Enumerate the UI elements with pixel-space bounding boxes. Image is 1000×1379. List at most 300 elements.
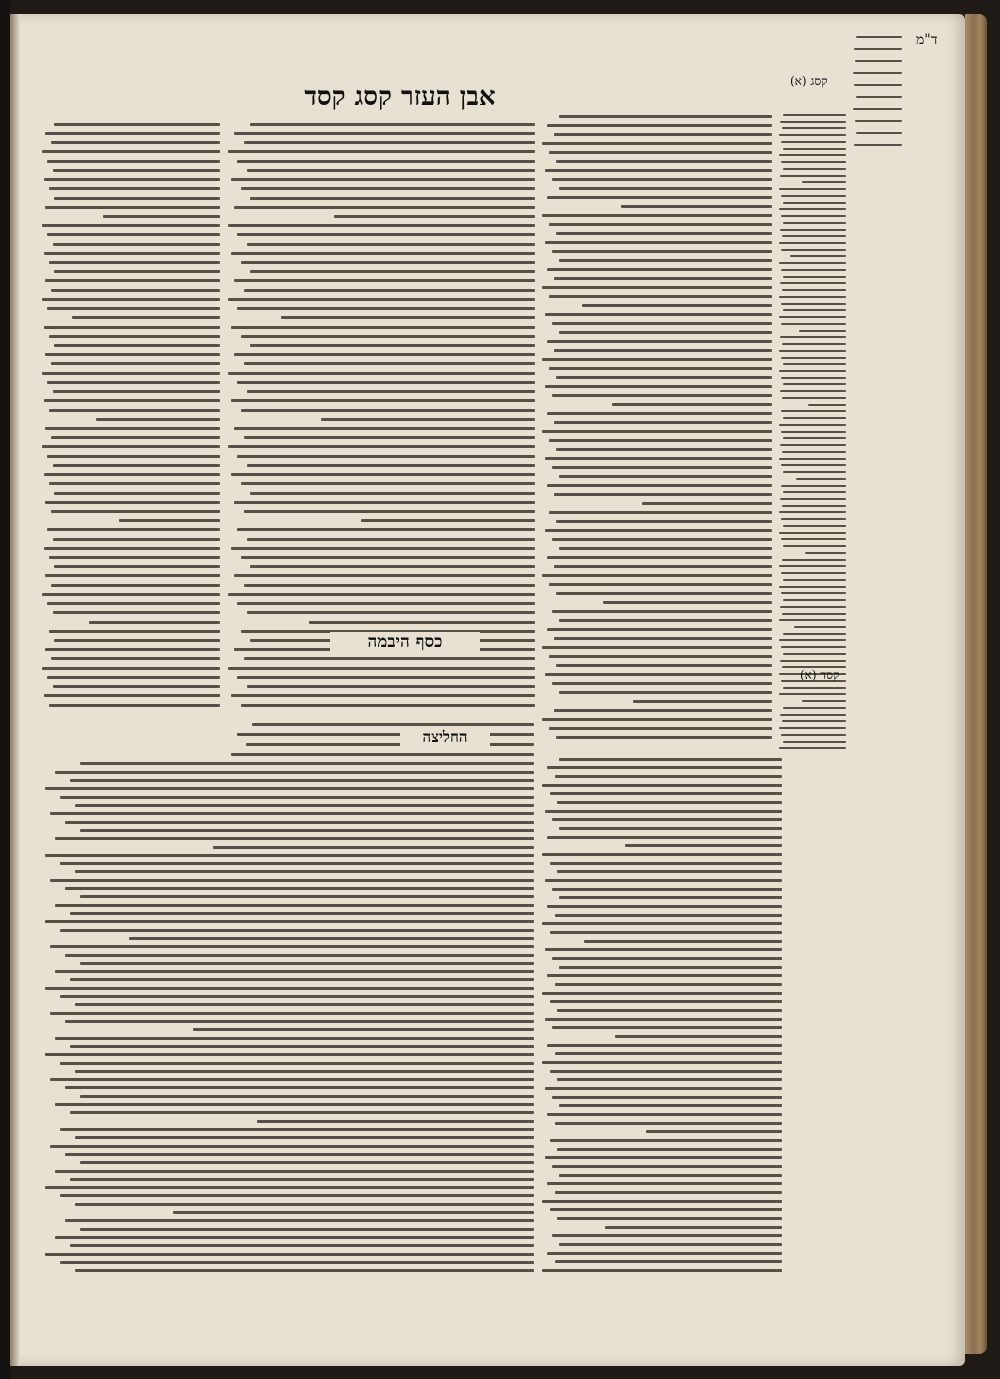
text-line xyxy=(782,127,846,129)
text-line xyxy=(779,208,846,210)
text-line xyxy=(234,353,535,356)
text-line xyxy=(241,704,536,707)
text-line xyxy=(75,1269,534,1272)
text-line xyxy=(559,547,772,550)
text-line xyxy=(783,202,846,204)
text-line xyxy=(244,436,535,439)
text-line xyxy=(44,178,220,181)
text-line xyxy=(802,181,846,183)
text-line xyxy=(49,187,220,190)
text-line xyxy=(547,124,772,127)
text-line xyxy=(55,970,534,973)
text-line xyxy=(779,424,846,426)
text-line xyxy=(228,593,535,596)
text-line xyxy=(228,372,535,375)
text-line xyxy=(49,482,220,485)
text-line xyxy=(856,132,902,134)
text-line xyxy=(549,727,772,730)
text-line xyxy=(554,709,772,712)
text-line xyxy=(45,574,220,577)
text-line xyxy=(802,700,846,702)
text-line xyxy=(779,532,846,534)
text-line xyxy=(783,417,846,419)
text-line xyxy=(783,276,846,278)
text-line xyxy=(234,206,535,209)
text-line xyxy=(45,920,534,923)
text-line xyxy=(805,552,846,554)
text-line xyxy=(799,330,846,332)
text-lines xyxy=(540,755,782,1275)
text-line xyxy=(556,232,772,235)
text-line xyxy=(554,637,772,640)
text-line xyxy=(554,565,772,568)
text-line xyxy=(231,399,535,402)
text-line xyxy=(75,1136,534,1139)
text-line xyxy=(542,1269,782,1272)
text-line xyxy=(55,771,534,774)
text-line xyxy=(80,895,534,898)
text-line xyxy=(334,215,536,218)
text-line xyxy=(309,621,535,624)
text-line xyxy=(547,1044,782,1047)
text-line xyxy=(646,1130,782,1133)
text-line xyxy=(783,633,846,635)
text-line xyxy=(779,586,846,588)
text-line xyxy=(556,520,772,523)
text-line xyxy=(779,370,846,372)
text-line xyxy=(119,519,220,522)
text-line xyxy=(234,501,535,504)
text-line xyxy=(545,457,772,460)
text-line xyxy=(552,818,782,821)
text-line xyxy=(247,464,535,467)
text-line xyxy=(779,134,846,136)
text-line xyxy=(65,1086,534,1089)
text-line xyxy=(779,619,846,621)
text-line xyxy=(47,528,220,531)
text-line xyxy=(779,565,846,567)
text-line xyxy=(779,296,846,298)
text-line xyxy=(779,747,846,749)
scan-background-left xyxy=(0,0,10,1379)
text-line xyxy=(89,621,220,624)
text-line xyxy=(552,394,772,397)
text-line xyxy=(542,784,782,787)
text-line xyxy=(554,277,772,280)
text-line xyxy=(545,1156,782,1159)
text-line xyxy=(70,1111,534,1114)
text-line xyxy=(54,565,220,568)
text-line xyxy=(781,377,846,379)
text-line xyxy=(45,353,220,356)
text-line xyxy=(547,268,772,271)
text-line xyxy=(549,223,772,226)
text-line xyxy=(782,559,846,561)
text-line xyxy=(547,974,782,977)
text-line xyxy=(783,471,846,473)
text-line xyxy=(550,931,782,934)
section-heading-kesef: כסף היבמה xyxy=(330,632,480,652)
text-line xyxy=(547,412,772,415)
text-line xyxy=(237,307,535,310)
text-line xyxy=(241,261,536,264)
text-line xyxy=(55,1103,534,1106)
text-line xyxy=(552,957,782,960)
text-line xyxy=(96,418,220,421)
text-line xyxy=(545,169,772,172)
text-line xyxy=(54,639,220,642)
text-line xyxy=(241,556,536,559)
text-line xyxy=(603,601,772,604)
text-line xyxy=(783,599,846,601)
text-line xyxy=(780,444,846,446)
text-line xyxy=(234,574,535,577)
text-line xyxy=(44,326,220,329)
text-line xyxy=(781,161,846,163)
text-line xyxy=(247,169,535,172)
text-line xyxy=(781,195,846,197)
text-line xyxy=(781,215,846,217)
text-line xyxy=(50,1145,534,1148)
text-line xyxy=(547,1182,782,1185)
text-line xyxy=(557,1009,782,1012)
text-line xyxy=(554,349,772,352)
text-line xyxy=(42,667,220,670)
text-line xyxy=(545,673,772,676)
text-line xyxy=(584,940,782,943)
text-line xyxy=(237,233,535,236)
text-line xyxy=(783,148,846,150)
text-line xyxy=(65,821,534,824)
text-line xyxy=(246,743,534,746)
text-line xyxy=(782,720,846,722)
text-line xyxy=(855,60,902,62)
text-line xyxy=(780,606,846,608)
text-line xyxy=(50,1078,534,1081)
text-line xyxy=(555,983,782,986)
text-line xyxy=(50,879,534,882)
text-line xyxy=(780,282,846,284)
text-line xyxy=(554,133,772,136)
text-line xyxy=(559,966,782,969)
text-line xyxy=(552,322,772,325)
text-line xyxy=(237,455,535,458)
text-line xyxy=(550,792,782,795)
text-line xyxy=(783,491,846,493)
text-line xyxy=(556,448,772,451)
text-line xyxy=(605,1226,782,1229)
text-line xyxy=(550,1139,782,1142)
text-line xyxy=(228,445,535,448)
text-line xyxy=(547,836,782,839)
text-line xyxy=(237,528,535,531)
text-line xyxy=(50,945,534,948)
text-line xyxy=(547,905,782,908)
text-line xyxy=(42,593,220,596)
text-line xyxy=(250,492,535,495)
text-line xyxy=(247,611,535,614)
text-line xyxy=(234,132,535,135)
text-line xyxy=(231,694,535,697)
margin-column-lower xyxy=(852,32,902,152)
running-head: אבן העזר קסג קסד xyxy=(304,82,496,112)
text-line xyxy=(49,409,220,412)
text-line xyxy=(621,205,772,208)
text-line xyxy=(193,1028,534,1031)
text-line xyxy=(244,657,535,660)
text-line xyxy=(780,660,846,662)
text-line xyxy=(808,404,846,406)
text-line xyxy=(53,390,220,393)
text-line xyxy=(557,1078,782,1081)
text-line xyxy=(856,96,903,98)
text-line xyxy=(228,667,535,670)
text-line xyxy=(250,197,535,200)
text-line xyxy=(554,493,772,496)
text-line xyxy=(129,937,534,940)
text-line xyxy=(51,657,220,660)
text-line xyxy=(51,289,220,292)
text-line xyxy=(855,120,903,122)
text-line xyxy=(244,362,535,365)
text-line xyxy=(53,538,220,541)
text-line xyxy=(247,538,535,541)
text-line xyxy=(555,1260,782,1263)
text-line xyxy=(49,704,220,707)
text-line xyxy=(55,837,534,840)
text-line xyxy=(547,556,772,559)
text-line xyxy=(556,592,772,595)
text-line xyxy=(47,233,220,236)
text-line xyxy=(779,639,846,641)
text-line xyxy=(781,410,846,412)
text-line xyxy=(60,995,534,998)
text-line xyxy=(780,390,846,392)
text-line xyxy=(779,727,846,729)
text-line xyxy=(75,804,534,807)
text-line xyxy=(779,242,846,244)
text-line xyxy=(781,464,846,466)
text-line xyxy=(542,646,772,649)
text-line xyxy=(44,547,220,550)
text-line xyxy=(545,313,772,316)
text-line xyxy=(49,556,220,559)
text-line xyxy=(779,154,846,156)
text-line xyxy=(779,458,846,460)
text-line xyxy=(559,896,782,899)
text-line xyxy=(45,1053,534,1056)
text-line xyxy=(45,648,220,651)
text-line xyxy=(60,1194,534,1197)
text-line xyxy=(854,48,903,50)
text-line xyxy=(559,619,772,622)
text-line xyxy=(80,1161,534,1164)
text-line xyxy=(550,862,782,865)
text-line xyxy=(51,362,220,365)
left-commentary-column xyxy=(40,120,220,710)
text-line xyxy=(556,376,772,379)
text-line xyxy=(545,810,782,813)
text-line xyxy=(559,827,782,830)
text-line xyxy=(557,1148,782,1151)
text-line xyxy=(625,844,782,847)
text-line xyxy=(250,565,535,568)
text-line xyxy=(549,151,772,154)
text-line xyxy=(53,611,220,614)
text-line xyxy=(781,485,846,487)
text-line xyxy=(244,141,535,144)
text-line xyxy=(45,1253,534,1256)
text-line xyxy=(42,224,220,227)
text-lines xyxy=(40,760,534,1275)
text-line xyxy=(549,439,772,442)
text-line xyxy=(557,1217,782,1220)
text-line xyxy=(555,1122,782,1125)
text-line xyxy=(250,123,535,126)
text-line xyxy=(552,1096,782,1099)
text-line xyxy=(559,1243,782,1246)
text-line xyxy=(60,929,534,932)
text-line xyxy=(552,178,772,181)
text-line xyxy=(783,579,846,581)
text-line xyxy=(54,344,220,347)
text-line xyxy=(60,796,534,799)
text-line xyxy=(237,676,535,679)
text-line xyxy=(557,870,782,873)
text-line xyxy=(782,343,846,345)
text-line xyxy=(241,409,536,412)
text-line xyxy=(60,1062,534,1065)
text-line xyxy=(547,766,782,769)
margin-label-keseg: קסג (א) xyxy=(790,74,828,88)
text-line xyxy=(45,427,220,430)
section-heading-chalitza: החליצה xyxy=(400,728,490,747)
text-line xyxy=(780,714,846,716)
text-line xyxy=(559,475,772,478)
text-line xyxy=(779,511,846,513)
text-line xyxy=(557,801,782,804)
text-line xyxy=(547,196,772,199)
text-line xyxy=(780,229,846,231)
text-line xyxy=(545,241,772,244)
text-line xyxy=(70,978,534,981)
text-line xyxy=(545,879,782,882)
text-line xyxy=(70,1045,534,1048)
text-line xyxy=(542,853,782,856)
text-line xyxy=(45,987,534,990)
text-line xyxy=(782,613,846,615)
text-line xyxy=(44,473,220,476)
text-line xyxy=(72,316,220,319)
text-line xyxy=(55,1037,534,1040)
text-line xyxy=(559,331,772,334)
text-line xyxy=(783,363,846,365)
text-line xyxy=(75,1070,534,1073)
text-line xyxy=(542,574,772,577)
text-line xyxy=(781,538,846,540)
text-line xyxy=(552,1026,782,1029)
text-line xyxy=(783,168,846,170)
text-line xyxy=(545,385,772,388)
text-line xyxy=(44,399,220,402)
text-line xyxy=(549,367,772,370)
text-line xyxy=(80,1228,534,1231)
text-line xyxy=(779,188,846,190)
text-line xyxy=(60,1128,534,1131)
text-line xyxy=(70,1244,534,1247)
text-line xyxy=(552,466,772,469)
text-line xyxy=(556,736,772,739)
text-line xyxy=(45,132,220,135)
text-line xyxy=(783,741,846,743)
text-line xyxy=(854,144,903,146)
text-line xyxy=(241,335,536,338)
text-line xyxy=(545,1018,782,1021)
text-line xyxy=(779,693,846,695)
text-line xyxy=(642,502,772,505)
text-line xyxy=(559,187,772,190)
text-line xyxy=(615,1035,782,1038)
text-line xyxy=(781,734,846,736)
text-line xyxy=(55,1236,534,1239)
text-line xyxy=(559,758,782,761)
text-line xyxy=(783,309,846,311)
text-lines xyxy=(540,112,772,742)
text-line xyxy=(228,150,535,153)
page-number: ד"מ xyxy=(916,32,938,48)
text-line xyxy=(241,187,536,190)
text-lines xyxy=(225,120,535,710)
text-line xyxy=(552,888,782,891)
text-line xyxy=(790,255,846,257)
text-line xyxy=(231,753,534,756)
text-line xyxy=(42,150,220,153)
text-line xyxy=(556,664,772,667)
text-line xyxy=(47,602,220,605)
text-line xyxy=(781,269,846,271)
text-line xyxy=(80,762,534,765)
text-line xyxy=(42,445,220,448)
text-line xyxy=(781,141,846,143)
margin-label-kesad: קסד (א) xyxy=(800,668,840,682)
text-line xyxy=(780,175,846,177)
text-line xyxy=(612,403,772,406)
text-line xyxy=(45,206,220,209)
text-line xyxy=(781,572,846,574)
text-line xyxy=(247,685,535,688)
right-main-column xyxy=(540,112,772,742)
text-line xyxy=(559,1104,782,1107)
text-line xyxy=(103,215,220,218)
text-line xyxy=(633,700,772,703)
text-line xyxy=(231,473,535,476)
text-line xyxy=(783,525,846,527)
text-line xyxy=(853,108,902,110)
text-line xyxy=(856,36,902,38)
text-lines xyxy=(852,32,902,152)
text-line xyxy=(783,114,846,116)
text-line xyxy=(54,123,220,126)
text-line xyxy=(781,249,846,251)
text-line xyxy=(555,775,782,778)
text-line xyxy=(549,295,772,298)
text-line xyxy=(244,289,535,292)
text-line xyxy=(70,779,534,782)
text-line xyxy=(53,685,220,688)
text-line xyxy=(545,529,772,532)
text-line xyxy=(49,335,220,338)
text-line xyxy=(75,1003,534,1006)
